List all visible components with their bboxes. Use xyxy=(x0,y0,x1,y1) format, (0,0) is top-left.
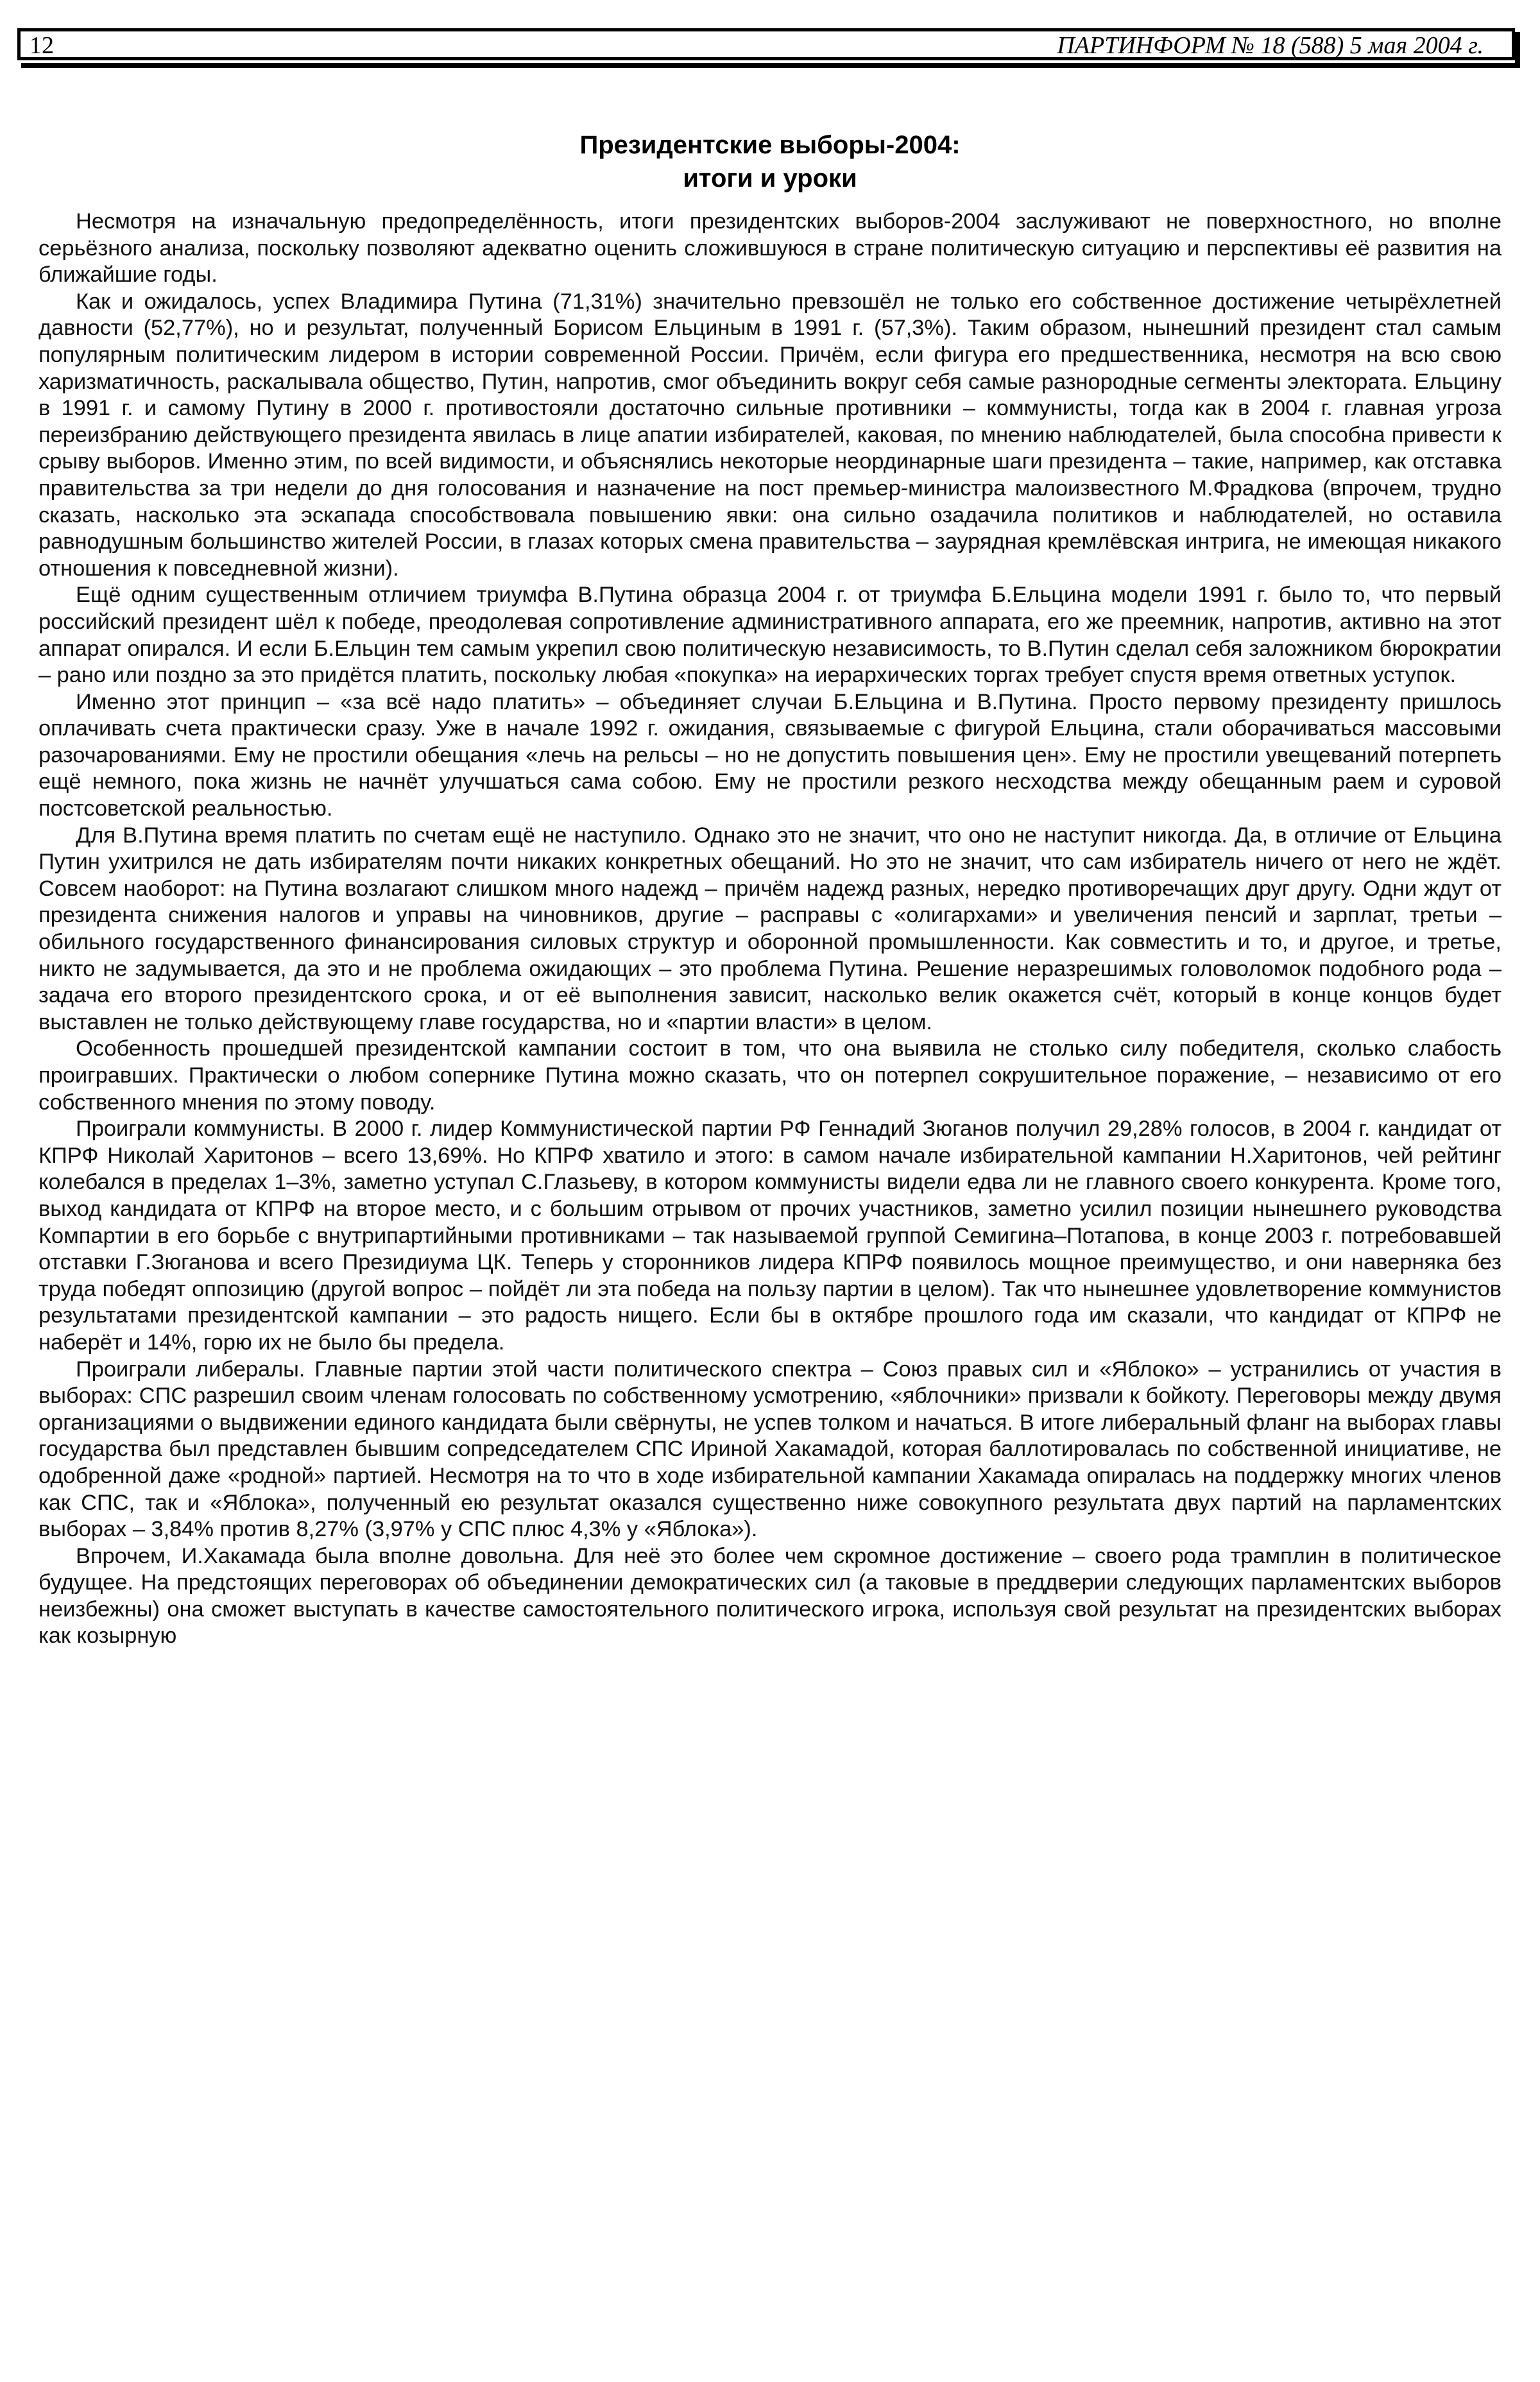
paragraph: Впрочем, И.Хакамада была вполне довольна. Для неё это более чем скромное достижение – своего рода трамплин в политическое будущее. На предстоящих переговорах об объединении демократических сил (а таковые в преддверии следующих парламентских выборов неизбежны) она сможет выступать в качестве самостоятельного политического игрока, используя свой результат на президентских выборах как козырную xyxy=(38,1543,1502,1649)
paragraph: Несмотря на изначальную предопределённость, итоги президентских выборов-2004 заслуживают не поверхностного, но вполне серьёзного анализа, поскольку позволяют адекватно оценить сложившуюся в стране политическую ситуацию и перспективы её развития на ближайшие годы. xyxy=(38,209,1502,287)
paragraph: Для В.Путина время платить по счетам ещё не наступило. Однако это не значит, что оно не наступит никогда. Да, в отличие от Ельцина Путин ухитрился не дать избирателям почти никаких конкретных обещаний. Но это не значит, что сам избиратель ничего от него не ждёт. Совсем наоборот: на Путина возлагают слишком много надежд – причём надежд разных, нередко противоречащих друг другу. Одни ждут от президента снижения налогов и управы на чиновников, другие – расправы с «олигархами» и увеличения пенсий и зарплат, третьи – обильного государственного финансирования силовых структур и оборонной промышленности. Как совместить и то, и другое, и третье, никто не задумывается, да это и не проблема ожидающих – это проблема Путина. Решение неразрешимых головоломок подобного рода – задача его второго президентского срока, и от её выполнения зависит, насколько велик окажется счёт, который в конце концов будет выставлен не только действующему главе государства, но и «партии власти» в целом. xyxy=(38,823,1502,1034)
paragraph: Ещё одним существенным отличием триумфа В.Путина образца 2004 г. от триумфа Б.Ельцина модели 1991 г. было то, что первый российский президент шёл к победе, преодолевая сопротивление административного аппарата, его же преемник, напротив, активно на этот аппарат опирался. И если Б.Ельцин тем самым укрепил свою политическую независимость, то В.Путин сделал себя заложником бюрократии – рано или поздно за это придётся платить, поскольку любая «покупка» на иерархических торгах требует спустя время ответных уступок. xyxy=(38,583,1502,688)
paragraph: Именно этот принцип – «за всё надо платить» – объединяет случаи Б.Ельцина и В.Путина. Просто первому президенту пришлось оплачивать счета практически сразу. Уже в начале 1992 г. ожидания, связываемые с фигурой Ельцина, стали оборачиваться массовыми разочарованиями. Ему не простили обещания «лечь на рельсы – но не допустить повышения цен». Ему не простили увещеваний потерпеть ещё немного, пока жизнь не начнёт улучшаться сама собою. Ему не простили резкого несходства между обещанным раем и суровой постсоветской реальностью. xyxy=(38,689,1502,821)
article-title-line-1: Президентские выборы-2004: xyxy=(579,131,961,159)
paragraph: Как и ожидалось, успех Владимира Путина (71,31%) значительно превзошёл не только его собственное достижение четырёхлетней давности (52,77%), но и результат, полученный Борисом Ельциным в 1991 г. (57,3%). Таким образом, нынешний президент стал самым популярным политическим лидером в истории современной России. Причём, если фигура его предшественника, несмотря на всю свою харизматичность, раскалывала общество, Путин, напротив, смог объединить вокруг себя самые разнородные сегменты электората. Ельцину в 1991 г. и самому Путину в 2000 г. противостояли достаточно сильные противники – коммунисты, тогда как в 2004 г. главная угроза переизбранию действующего президента явилась в лице апатии избирателей, каковая, по мнению наблюдателей, была способна привести к срыву выборов. Именно этим, по всей видимости, и объяснялись некоторые неординарные шаги президента – такие, например, как отставка правительства за три недели до дня голосования и назначение на пост премьер-министра малоизвестного М.Фрадкова (впрочем, трудно сказать, насколько эта эскапада способствовала повышению явки: она сильно озадачила политиков и наблюдателей, но оставила равнодушным большинство жителей России, в глазах которых смена правительства – заурядная кремлёвская интрига, не имеющая никакого отношения к повседневной жизни). xyxy=(38,289,1502,581)
paragraph: Особенность прошедшей президентской кампании состоит в том, что она выявила не столько силу победителя, сколько слабость проигравших. Практически о любом сопернике Путина можно сказать, что он потерпел сокрушительное поражение, – независимо от его собственного мнения по этому поводу. xyxy=(38,1036,1502,1115)
article-body xyxy=(38,209,1502,1650)
paragraph: Проиграли коммунисты. В 2000 г. лидер Коммунистической партии РФ Геннадий Зюганов получил 29,28% голосов, в 2004 г. кандидат от КПРФ Николай Харитонов – всего 13,69%. Но КПРФ хватило и этого: в самом начале избирательной кампании Н.Харитонов, чей рейтинг колебался в пределах 1–3%, заметно уступал С.Глазьеву, в котором коммунисты видели едва ли не главного своего конкурента. Кроме того, выход кандидата от КПРФ на второе место, и с большим отрывом от прочих участников, заметно усилил позиции нынешнего руководства Компартии в его борьбе с внутрипартийными противниками – так называемой группой Семигина–Потапова, в конце 2003 г. потребовавшей отставки Г.Зюганова и всего Президиума ЦК. Теперь у сторонников лидера КПРФ появилось мощное преимущество, и они наверняка без труда победят оппозицию (другой вопрос – пойдёт ли эта победа на пользу партии в целом). Так что нынешнее удовлетворение коммунистов результатами президентской кампании – это радость нищего. Если бы в октябре прошлого года им сказали, что кандидат от КПРФ не наберёт и 14%, горю их не было бы предела. xyxy=(38,1117,1502,1355)
header-shadow xyxy=(21,63,1519,68)
masthead: ПАРТИНФОРМ № 18 (588) 5 мая 2004 г. xyxy=(1057,32,1484,59)
article-title xyxy=(38,128,1502,195)
page-header xyxy=(17,28,1515,60)
paragraph: Проиграли либералы. Главные партии этой части политического спектра – Союз правых сил и «Яблоко» – устранились от участия в выборах: СПС разрешил своим членам голосовать по собственному усмотрению, «яблочники» призвали к бойкоту. Переговоры между двумя организациями о выдвижении единого кандидата были свёрнуты, не успев толком и начаться. В итоге либеральный фланг на выборах главы государства был представлен бывшим сопредседателем СПС Ириной Хакамадой, которая баллотировалась по собственной инициативе, не одобренной даже «родной» партией. Несмотря на то что в ходе избирательной кампании Хакамада опиралась на поддержку многих членов как СПС, так и «Яблока», полученный ею результат оказался существенно ниже совокупного результата двух партий на парламентских выборах – 3,84% против 8,27% (3,97% у СПС плюс 4,3% у «Яблока»). xyxy=(38,1357,1502,1542)
header-shadow-side xyxy=(1515,32,1520,68)
page-number: 12 xyxy=(30,32,54,59)
article-title-line-2: итоги и уроки xyxy=(683,164,857,193)
